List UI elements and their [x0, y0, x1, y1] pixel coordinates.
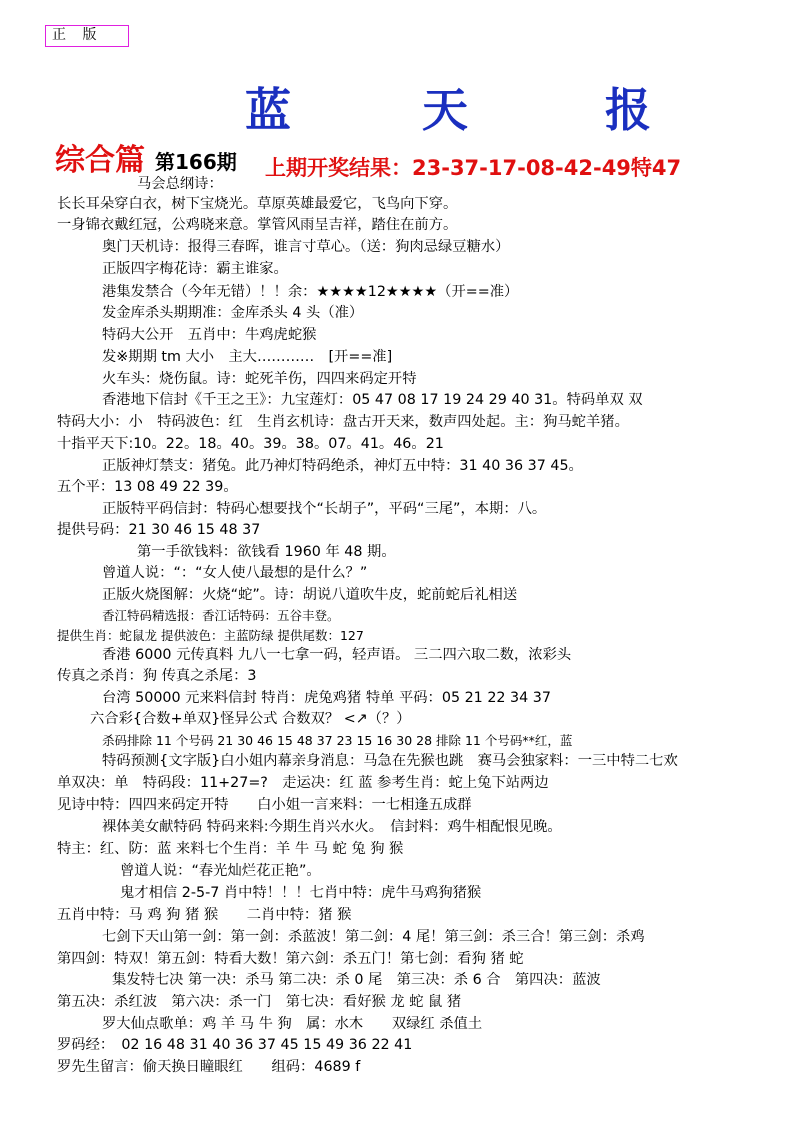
text-line: 五肖中特：马 鸡 狗 猪 猴 二肖中特：猪 猴 [57, 907, 352, 923]
text-line: 见诗中特：四四来码定开特 白小姐一言来料：一七相逢五成群 [57, 797, 472, 813]
text-line: 火车头：烧伤鼠。诗：蛇死羊伤，四四来码定开特 [102, 371, 417, 387]
text-line: 发金库杀头期期准：金库杀头 4 头（准） [102, 305, 364, 321]
section-heading: 综合篇 [55, 143, 145, 178]
text-line: 鬼才相信 2-5-7 肖中特！！！七肖中特：虎牛马鸡狗猪猴 [120, 885, 482, 901]
text-line: 罗码经： 02 16 48 31 40 36 37 45 15 49 36 22 41 [57, 1037, 413, 1053]
text-line: 七剑下天山第一剑：第一剑：杀蓝波！第二剑：4 尾！第三剑：杀三合！第三剑：杀鸡 [102, 929, 645, 945]
text-line: 一身锦衣戴红冠，公鸡晓来意。掌管风雨呈吉祥，踏住在前方。 [57, 217, 458, 233]
last-draw-result: 上期开奖结果：23-37-17-08-42-49特47 [265, 156, 682, 180]
text-line: 第四剑：特双！第五剑：特看大数！第六剑：杀五门！第七剑：看狗 猪 蛇 [57, 951, 524, 967]
text-line: 正版四字梅花诗：霸主谁家。 [102, 261, 288, 277]
text-line: 六合彩{合数+单双}怪异公式 合数双？ <↗（？） [90, 711, 411, 727]
text-line: 正版神灯禁支：猪兔。此乃神灯特码绝杀，神灯五中特：31 40 36 37 45。 [102, 458, 583, 474]
title-char-2: 天 [422, 83, 468, 137]
text-line: 台湾 50000 元来料信封 特肖：虎兔鸡猪 特单 平码：05 21 22 34 37 [102, 690, 551, 706]
title-char-1: 蓝 [245, 83, 291, 137]
text-line: 传真之杀肖：狗 传真之杀尾：3 [57, 668, 257, 684]
text-line: 特码大公开 五肖中：牛鸡虎蛇猴 [102, 327, 317, 343]
text-line: 香港地下信封《千王之王》：九宝莲灯：05 47 08 17 19 24 29 40 31。特码单双 双 [102, 392, 643, 408]
text-line: 单双决：单 特码段：11+27=? 走运决：红 蓝 参考生肖：蛇上兔下站两边 [57, 775, 549, 791]
text-line: 集发特七决 第一决：杀马 第二决：杀 0 尾 第三决：杀 6 合 第四决：蓝波 [112, 972, 601, 988]
text-line: 十指平天下:10。22。18。40。39。38。07。41。46。21 [57, 436, 444, 452]
text-line: 发※期期 tm 大小 主大………… [开==准] [102, 349, 393, 365]
text-line: 罗先生留言：偷天换日瞳眼红 组码：4689 f [57, 1059, 361, 1075]
text-line: 第五决：杀红波 第六决：杀一门 第七决：看好猴 龙 蛇 鼠 猪 [57, 994, 462, 1010]
text-line: 特码大小：小 特码波色：红 生肖玄机诗：盘古开天来，数声四处起。主：狗马蛇羊猪。 [57, 414, 629, 430]
issue-number: 第166期 [155, 150, 237, 174]
text-line: 特码预测{文字版}白小姐内幕亲身消息：马急在先猴也跳 赛马会独家料：一三中特二七欢 [102, 753, 678, 769]
text-line: 奥门天机诗：报得三春晖，谁言寸草心。（送：狗肉忌绿豆糖水） [102, 239, 510, 255]
title-char-3: 报 [605, 83, 651, 137]
text-line: 提供生肖：蛇鼠龙 提供波色：主蓝防绿 提供尾数：127 [57, 628, 364, 643]
text-line: 长长耳朵穿白衣，树下宝烧光。草原英雄最爱它，飞鸟向下穿。 [57, 196, 458, 212]
edition-badge: 正 版 [45, 25, 129, 47]
text-line: 罗大仙点歌单：鸡 羊 马 牛 狗 属：水木 双绿红 杀值土 [102, 1016, 483, 1032]
text-line: 裸体美女献特码 特码来料:今期生肖兴水火。 信封料：鸡牛相配恨见晚。 [102, 819, 562, 835]
text-line: 香港 6000 元传真料 九八一七拿一码，轻声语。 三二四六取二数，浓彩头 [102, 647, 572, 663]
text-line: 港集发禁合（今年无错）！！余：★★★★12★★★★（开==准） [102, 284, 519, 300]
text-line: 曾道人说：“：“女人使八最想的是什么？” [102, 565, 368, 581]
text-line: 正版火烧图解：火烧“蛇”。诗：胡说八道吹牛皮，蛇前蛇后礼相送 [102, 587, 518, 603]
text-line: 五个平：13 08 49 22 39。 [57, 479, 238, 495]
newspaper-title [0, 74, 793, 137]
text-line: 杀码排除 11 个号码 21 30 46 15 48 37 23 15 16 30 28 排除 11 个号码**红，蓝 [102, 733, 573, 748]
text-line: 特主：红、防：蓝 来料七个生肖：羊 牛 马 蛇 兔 狗 猴 [57, 841, 404, 857]
text-line: 曾道人说：“春光灿烂花正艳”。 [120, 863, 321, 879]
text-line: 正版特平码信封：特码心想要找个“长胡子”，平码“三尾”，本期：八。 [102, 501, 547, 517]
text-line: 提供号码：21 30 46 15 48 37 [57, 522, 261, 538]
text-line: 马会总纲诗： [137, 176, 223, 192]
text-line: 香江特码精选报：香江话特码：五谷丰登。 [102, 608, 340, 623]
text-line: 第一手欲钱料：欲钱看 1960 年 48 期。 [137, 544, 396, 560]
